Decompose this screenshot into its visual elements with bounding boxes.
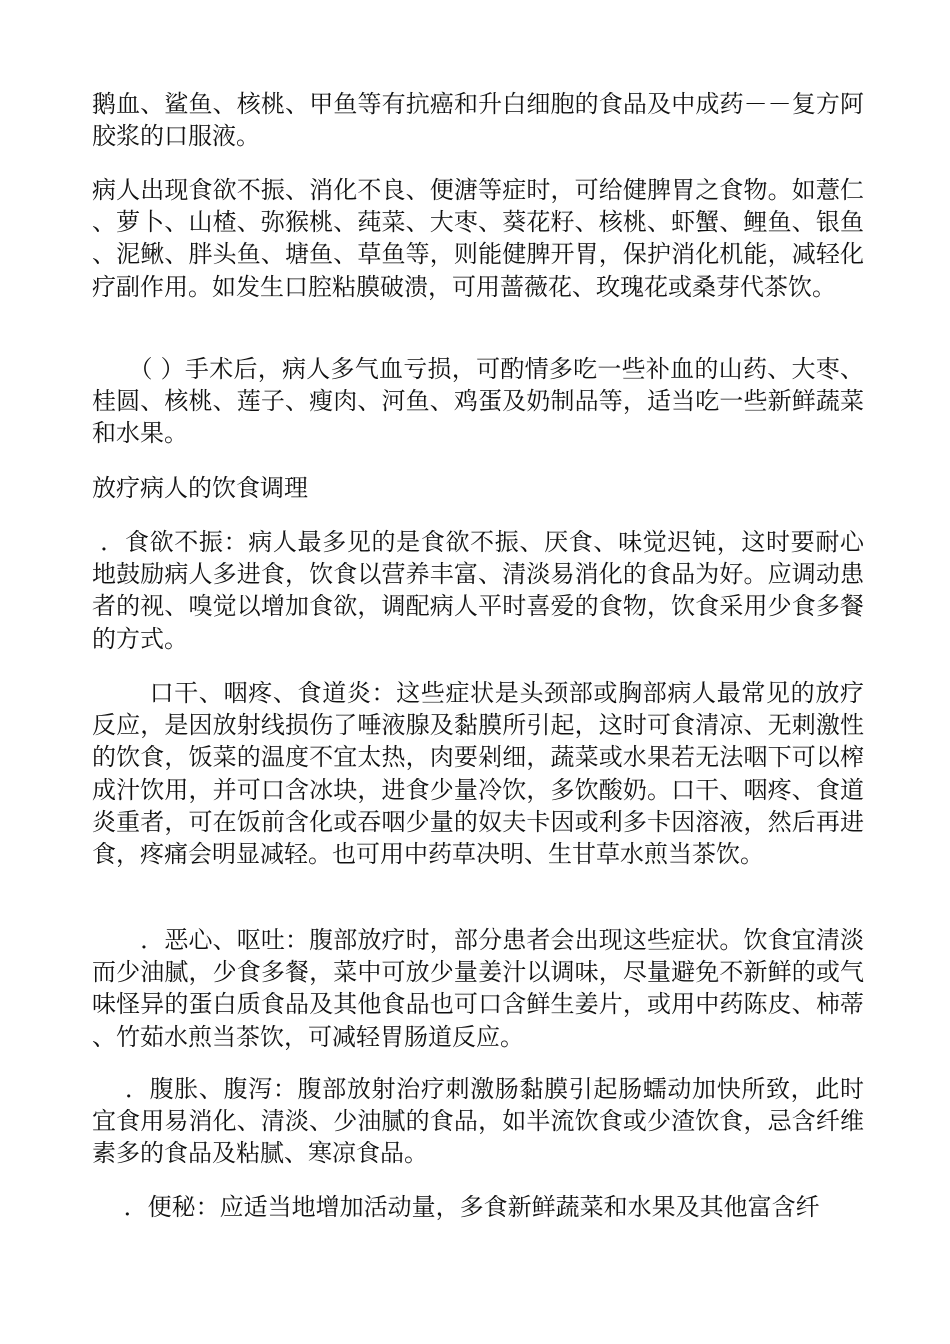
paragraph-bloating-diarrhea: ．腹胀、腹泻：腹部放射治疗刺激肠黏膜引起肠蠕动加快所致，此时宜食用易消化、清淡、少油腻的食品，如半流饮食或少渣饮食，忌含纤维素多的食品及粘腻、寒凉食品。: [92, 1075, 864, 1168]
paragraph-nausea-vomiting: ．恶心、呕吐：腹部放疗时，部分患者会出现这些症状。饮食宜清淡而少油腻，少食多餐，菜中可放少量姜汁以调味，尽量避免不新鲜的或气味怪异的蛋白质食品及其他食品也可口含鲜生姜片，或用中药陈皮、柿蒂、竹茹水煎当茶饮，可减轻胃肠道反应。: [92, 926, 864, 1051]
paragraph-post-surgery-diet: （ ）手术后，病人多气血亏损，可酌情多吃一些补血的山药、大枣、桂圆、核桃、莲子、瘦肉、河鱼、鸡蛋及奶制品等，适当吃一些新鲜蔬菜和水果。: [92, 355, 864, 448]
paragraph-loss-of-appetite: ．食欲不振：病人最多见的是食欲不振、厌食、味觉迟钝，这时要耐心地鼓励病人多进食，饮食以营养丰富、清淡易消化的食品为好。应调动患者的视、嗅觉以增加食欲，调配病人平时喜爱的食物，饮食采用少食多餐的方式。: [92, 528, 864, 653]
paragraph-constipation: ．便秘：应适当地增加活动量，多食新鲜蔬菜和水果及其他富含纤: [92, 1193, 820, 1221]
paragraph-appetite-spleen-foods: 病人出现食欲不振、消化不良、便溏等症时，可给健脾胃之食物。如薏仁、萝卜、山楂、弥猴桃、莼菜、大枣、葵花籽、核桃、虾蟹、鲤鱼、银鱼、泥鳅、胖头鱼、塘鱼、草鱼等，则能健脾开胃，保护消化机能，减轻化疗副作用。如发生口腔粘膜破溃，可用蔷薇花、玫瑰花或桑芽代茶饮。: [92, 176, 864, 301]
paragraph-dry-mouth-throat: 口干、咽疼、食道炎：这些症状是头颈部或胸部病人最常见的放疗反应，是因放射线损伤了唾液腺及黏膜所引起，这时可食清凉、无刺激性的饮食，饭菜的温度不宜太热，肉要剁细，蔬菜或水果若无法咽下可以榨成汁饮用，并可口含冰块，进食少量冷饮，多饮酸奶。口干、咽疼、食道炎重者，可在饭前含化或吞咽少量的奴夫卡因或利多卡因溶液，然后再进食，疼痛会明显减轻。也可用中药草决明、生甘草水煎当茶饮。: [92, 679, 864, 869]
paragraph-chemo-foods-continued: 鹅血、鲨鱼、核桃、甲鱼等有抗癌和升白细胞的食品及中成药－－复方阿胶浆的口服液。: [92, 90, 864, 151]
section-heading-radiotherapy-diet: 放疗病人的饮食调理: [92, 474, 308, 502]
